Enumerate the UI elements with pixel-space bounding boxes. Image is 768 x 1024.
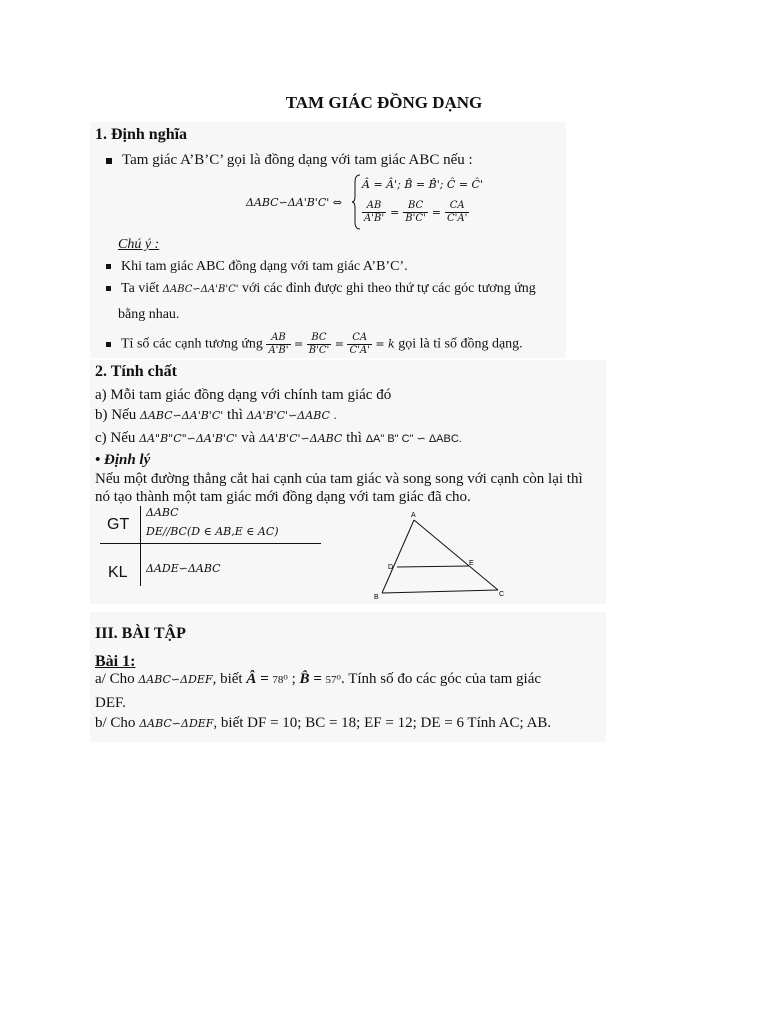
property-b-mid: thì — [227, 407, 243, 423]
note-2-math: ΔABC∽ΔA'B'C' — [162, 284, 239, 295]
exercise-1a-math: ΔABC∽ΔDEF — [138, 673, 213, 686]
exercise-1a-continued: DEF. — [95, 695, 126, 711]
formula-left: ΔABC∽ΔA'B'C' ⇔ — [246, 196, 342, 209]
gt-line-1: ΔABC — [146, 506, 179, 519]
page-title: TAM GIÁC ĐỒNG DẠNG — [285, 93, 483, 112]
property-c-then: thì — [346, 430, 362, 446]
property-b — [95, 407, 337, 424]
section3-heading: III. BÀI TẬP — [95, 625, 186, 642]
note-1 — [106, 259, 408, 275]
ratio-ca-den: C'A' — [447, 213, 468, 224]
angle-a-symbol: Â = — [246, 671, 269, 687]
side-bc — [382, 590, 498, 593]
note3-ca-num: CA — [347, 332, 371, 345]
note-3-k: = k — [375, 337, 395, 351]
ratio-ab-num: AB — [362, 200, 386, 213]
definition-intro-text: Tam giác A’B’C’ gọi là đồng dạng với tam giác ABC nếu : — [122, 152, 473, 168]
ratio-bc — [403, 200, 428, 225]
angle-b-symbol: B̂ = — [299, 671, 322, 687]
left-brace-icon — [352, 174, 362, 230]
formula-angles: Â = Â'; B̂ = B̂'; Ĉ = Ĉ' — [362, 178, 483, 191]
ratio-ca — [445, 200, 469, 225]
note3-ab-num: AB — [266, 332, 290, 345]
exercise-1a-pre: a/ Cho — [95, 671, 135, 687]
property-b-pre: b) Nếu — [95, 407, 137, 423]
note-2-post: với các đỉnh được ghi theo thứ tự các góc tương ứng — [241, 281, 536, 296]
note-2-pre: Ta viết — [121, 281, 160, 296]
ratio-ab-den: A'B' — [364, 213, 385, 224]
bullet-icon — [106, 286, 111, 291]
note-3-post: gọi là tỉ số đồng dạng. — [398, 336, 523, 352]
property-c-math3: ΔA" B" C" ∽ ΔABC. — [365, 433, 462, 445]
gt-line-2: DE//BC(D ∈ AB,E ∈ AC) — [146, 525, 279, 538]
note-2 — [106, 281, 536, 297]
kl-label: KL — [108, 564, 128, 581]
gt-label: GT — [107, 516, 130, 533]
note3-ab-den: A'B' — [268, 345, 289, 356]
vertex-a-label: A — [411, 512, 416, 519]
property-c-math1: ΔA"B"C"∽ΔA'B'C' — [139, 432, 238, 445]
note3-ratio-bc — [307, 332, 332, 357]
note-2-continued: bằng nhau. — [118, 307, 180, 322]
exercise-1a — [95, 671, 541, 688]
theorem-line-2: nó tạo thành một tam giác mới đồng dạng với tam giác đã cho. — [95, 489, 471, 505]
vertex-c-label: C — [499, 591, 505, 598]
theorem-line-1: Nếu một đường thẳng cắt hai cạnh của tam giác và song song với cạnh còn lại thì — [95, 471, 583, 487]
exercise-1a-mid: , biết — [212, 671, 243, 687]
property-b-math1: ΔABC∽ΔA'B'C' — [140, 409, 224, 422]
note-1-text: Khi tam giác ABC đồng dạng với tam giác A’B’C’. — [121, 259, 408, 274]
exercise-1b-post: , biết DF = 10; BC = 18; EF = 12; DE = 6 Tính AC; AB. — [213, 715, 552, 731]
side-ac — [414, 520, 498, 590]
kl-line: ΔADE∽ΔABC — [146, 562, 221, 575]
bullet-icon — [106, 342, 111, 347]
exercise-1-heading: Bài 1: — [95, 653, 136, 670]
point-d-label: D — [388, 564, 394, 571]
note3-ratio-ab — [266, 332, 290, 357]
gt-vertical-divider — [140, 506, 141, 586]
note-3: Tỉ số các cạnh tương ứng $\frac{AB}{A'B'}$ = $\frac{BC}{B'C'}$ = $\frac{CA}{C'A'}$ = k gọi là tỉ số đồng dạng. — [106, 332, 523, 357]
exercise-1a-sep: ; — [291, 671, 296, 687]
ratio-ab — [362, 200, 386, 225]
triangle-figure — [370, 506, 515, 602]
section1-heading: 1. Định nghĩa — [95, 126, 188, 143]
angle-a-value: 78⁰ — [272, 674, 288, 686]
point-e-label: E — [469, 560, 474, 567]
angle-b-value: 57⁰ — [325, 674, 341, 686]
ratio-bc-den: B'C' — [405, 213, 426, 224]
exercise-1b-math: ΔABC∽ΔDEF — [139, 717, 214, 730]
theorem-heading: • Định lý — [95, 452, 151, 468]
segment-de — [397, 566, 469, 567]
property-c-pre: c) Nếu — [95, 430, 136, 446]
property-c-math2: ΔA'B'C'∽ΔABC — [259, 432, 343, 445]
ratio-bc-num: BC — [403, 200, 428, 213]
exercise-1a-post: . Tính số đo các góc của tam giác — [340, 671, 542, 687]
definition-intro — [106, 152, 473, 169]
property-c-and: và — [241, 430, 256, 446]
note3-bc-num: BC — [307, 332, 332, 345]
property-c — [95, 430, 462, 447]
note3-ratio-ca — [347, 332, 371, 357]
gt-horizontal-divider — [100, 543, 321, 544]
property-a: a) Mỗi tam giác đồng dạng với chính tam giác đó — [95, 387, 392, 403]
formula-ratio: $\frac{AB}{A'B'}$ = $\frac{BC}{B'C'}$ = $\frac{CA}{C'A'}$ — [364, 200, 468, 224]
section2-heading: 2. Tính chất — [95, 363, 177, 380]
exercise-1b — [95, 715, 551, 732]
note-heading: Chú ý : — [118, 237, 160, 252]
note3-bc-den: B'C' — [308, 345, 330, 356]
vertex-b-label: B — [374, 594, 379, 601]
property-b-math2: ΔA'B'C'∽ΔABC . — [246, 409, 337, 422]
ratio-ca-num: CA — [445, 200, 469, 213]
side-ab — [382, 520, 414, 593]
bullet-icon — [106, 264, 111, 269]
exercise-1b-pre: b/ Cho — [95, 715, 136, 731]
note3-ca-den: C'A' — [349, 345, 370, 356]
note-3-pre: Tỉ số các cạnh tương ứng — [121, 336, 263, 352]
bullet-icon — [106, 158, 112, 164]
